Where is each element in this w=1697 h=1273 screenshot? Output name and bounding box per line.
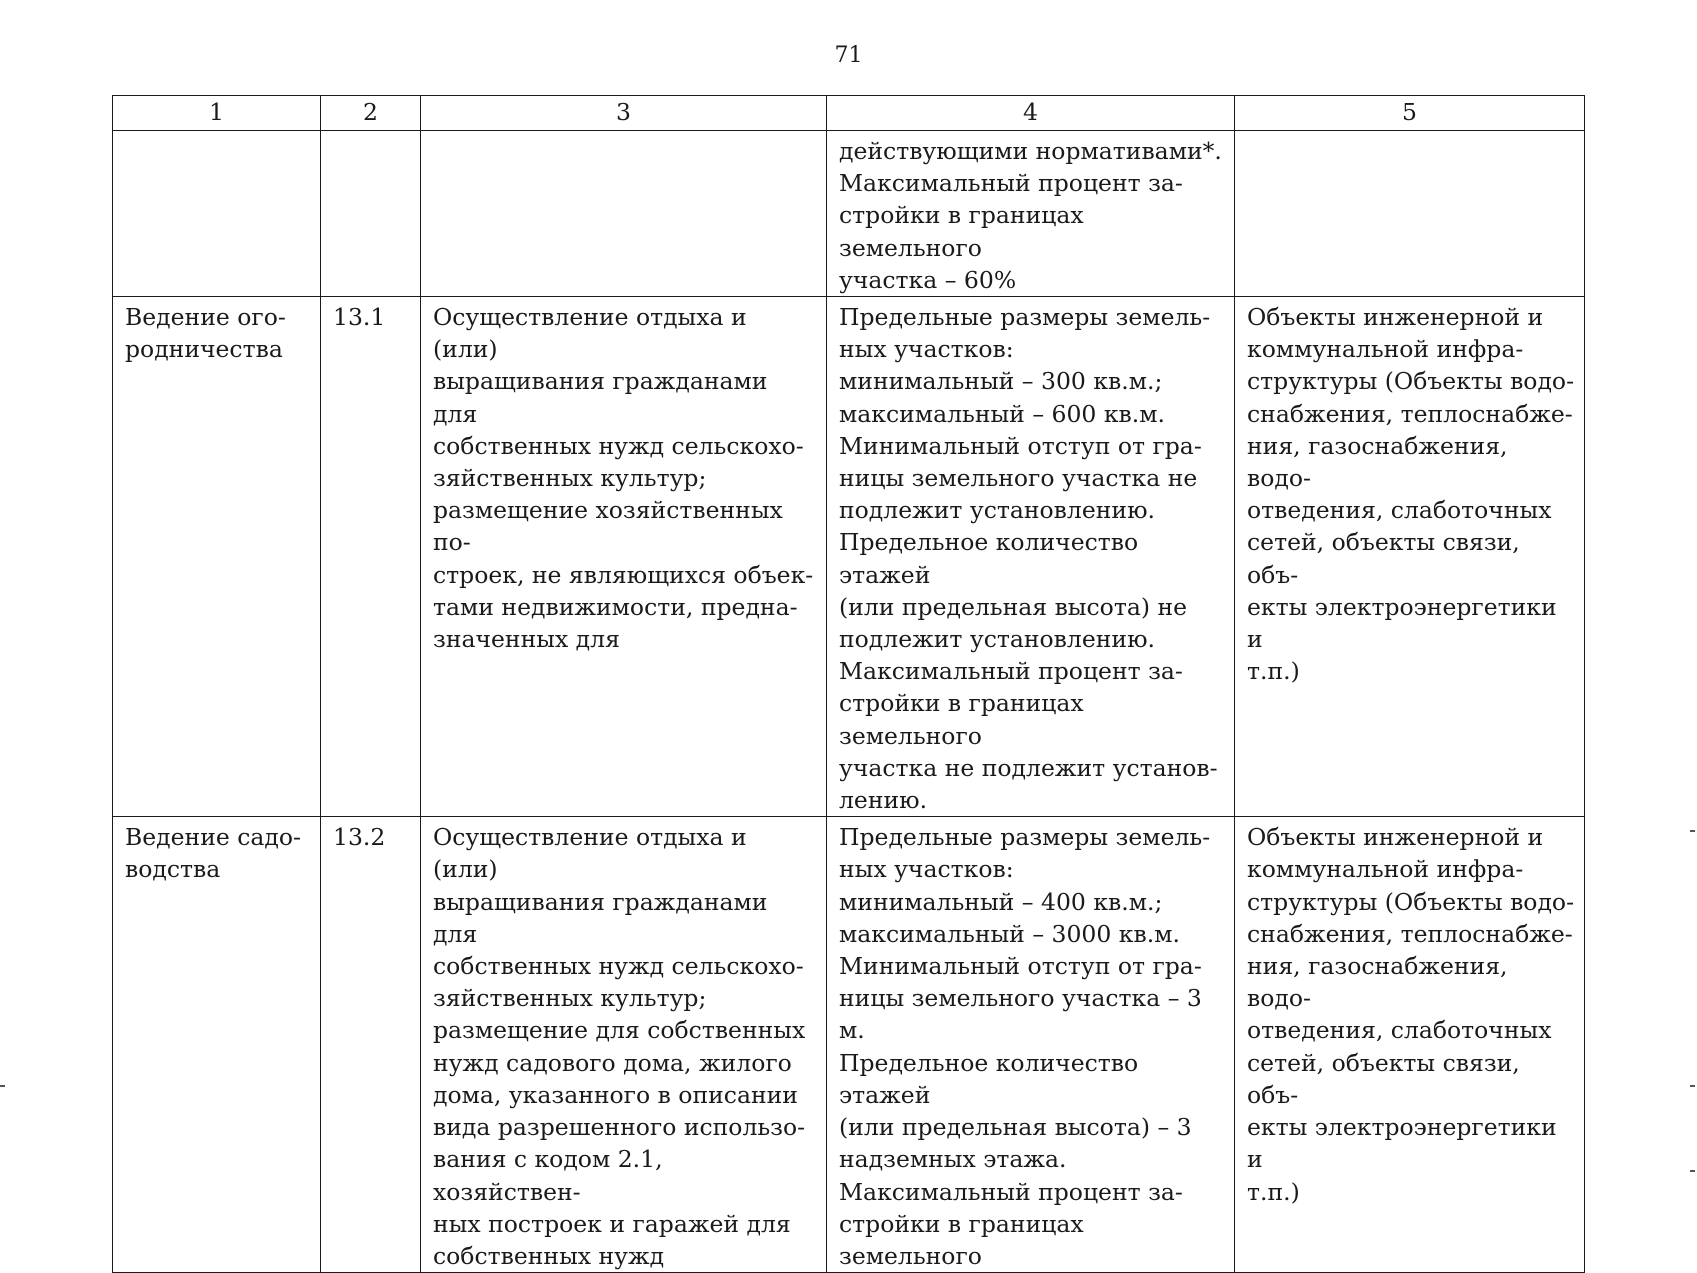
column-header-2: 2 [321, 96, 421, 131]
use-code-cell [321, 131, 421, 297]
use-description-cell [421, 131, 827, 297]
table-header-row [113, 96, 1585, 131]
scan-artifact-mark [1690, 1170, 1695, 1172]
auxiliary-objects-cell: Объекты инженерной и коммунальной инфра- структуры (Объекты водо- снабжения, теплоснабже- ния, газоснабжения, водо- отведения, слаботочных сетей, объекты связи, объ- екты электроэнергетики и т.п.) [1235, 297, 1585, 817]
use-name-cell [113, 131, 321, 297]
table-row-ogorodnichestvo [113, 297, 1585, 817]
use-name-cell: Ведение ого- родничества [113, 297, 321, 817]
use-code-cell: 13.2 [321, 817, 421, 1273]
scan-artifact-mark [1690, 1085, 1695, 1087]
limit-parameters-cell: Предельные размеры земель- ных участков: минимальный – 300 кв.м.; максимальный – 600 кв.м. Минимальный отступ от гра- ницы земельного участка не подлежит установлению. Предельное количество этажей (или предельная высота) не подлежит установлению. Максимальный процент за- стройки в границах земельного участка не подлежит установ- лению. [827, 297, 1235, 817]
table-row-sadovodstvo [113, 817, 1585, 1273]
column-header-4: 4 [827, 96, 1235, 131]
land-use-table [112, 95, 1585, 1273]
limit-parameters-cell: Предельные размеры земель- ных участков: минимальный – 400 кв.м.; максимальный – 3000 кв.м. Минимальный отступ от гра- ницы земельного участка – 3 м. Предельное количество этажей (или предельная высота) – 3 надземных этажа. Максимальный процент за- стройки в границах земельного [827, 817, 1235, 1273]
use-description-cell: Осуществление отдыха и (или) выращивания гражданами для собственных нужд сельскохо- зяйственных культур; размещение для собственных нужд садового дома, жилого дома, указанного в описании вида разрешенного использо- вания с кодом 2.1, хозяйствен- ных построек и гаражей для собственных нужд [421, 817, 827, 1273]
column-header-3: 3 [421, 96, 827, 131]
auxiliary-objects-cell [1235, 131, 1585, 297]
page-number: 71 [834, 43, 863, 68]
use-description-cell: Осуществление отдыха и (или) выращивания гражданами для собственных нужд сельскохо- зяйственных культур; размещение хозяйственных по- строек, не являющихся объек- тами недвижимости, предна- значенных для [421, 297, 827, 817]
column-header-5: 5 [1235, 96, 1585, 131]
scan-artifact-mark [0, 1085, 5, 1087]
use-code-cell: 13.1 [321, 297, 421, 817]
limit-parameters-cell: действующими нормативами*. Максимальный процент за- стройки в границах земельного участка – 60% [827, 131, 1235, 297]
scan-artifact-mark [1690, 830, 1695, 832]
column-header-1: 1 [113, 96, 321, 131]
auxiliary-objects-cell: Объекты инженерной и коммунальной инфра- структуры (Объекты водо- снабжения, теплоснабже- ния, газоснабжения, водо- отведения, слаботочных сетей, объекты связи, объ- екты электроэнергетики и т.п.) [1235, 817, 1585, 1273]
use-name-cell: Ведение садо- водства [113, 817, 321, 1273]
table-row-continuation [113, 131, 1585, 297]
